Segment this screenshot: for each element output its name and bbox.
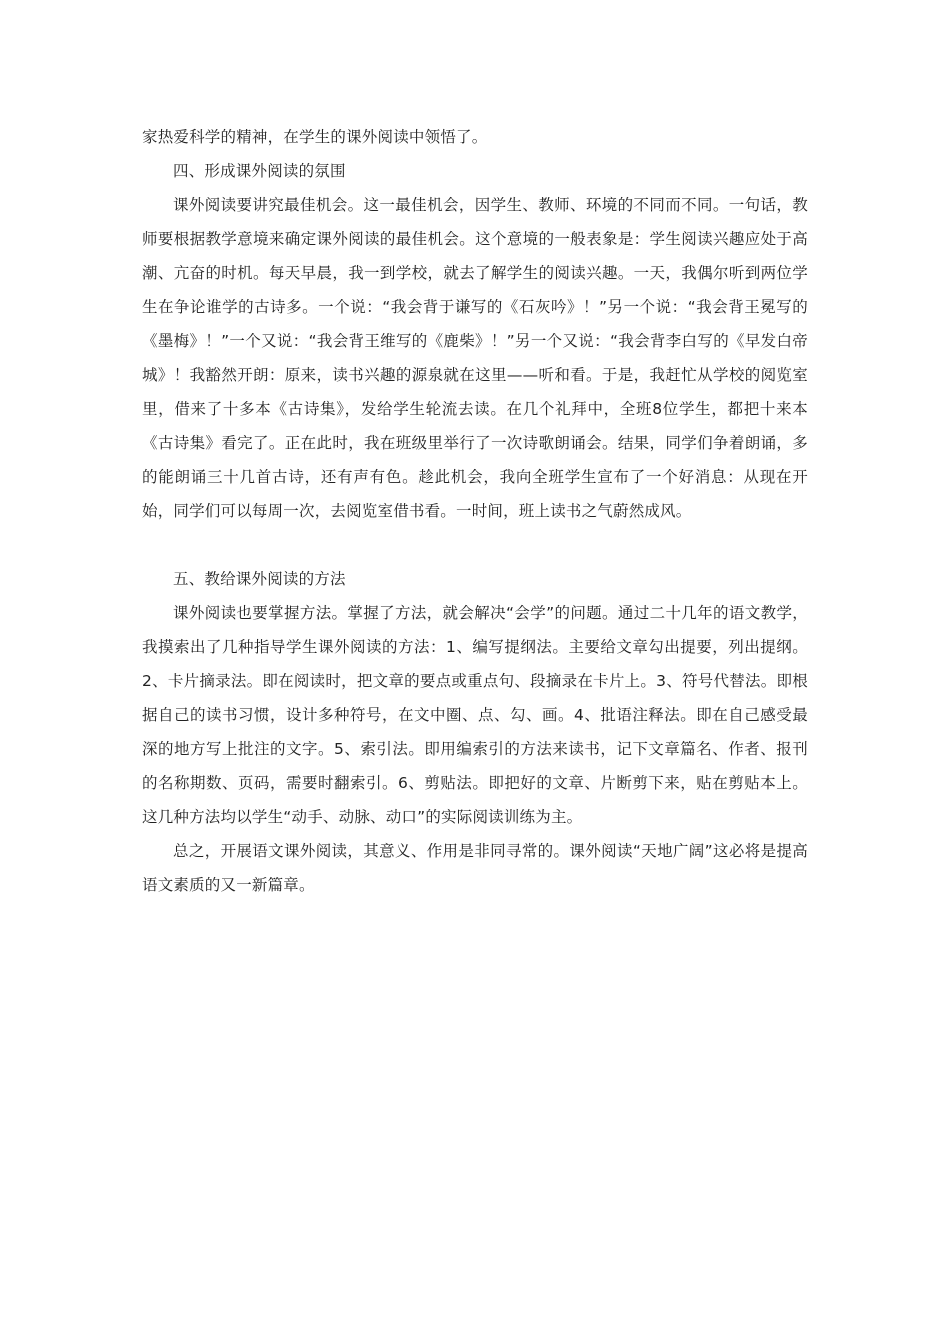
paragraph-reading-atmosphere: 课外阅读要讲究最佳机会。这一最佳机会，因学生、教师、环境的不同而不同。一句话，教师要根据教学意境来确定课外阅读的最佳机会。这个意境的一般表象是：学生阅读兴趣应处于高潮、亢奋的时机。每天早晨，我一到学校，就去了解学生的阅读兴趣。一天，我偶尔听到两位学生在争论谁学的古诗多。一个说：“我会背于谦写的《石灰吟》！”另一个说：“我会背王冕写的《墨梅》！”一个又说：“我会背王维写的《鹿柴》！”另一个又说：“我会背李白写的《早发白帝城》！我豁然开朗：原来，读书兴趣的源泉就在这里——听和看。于是，我赶忙从学校的阅览室里，借来了十多本《古诗集》，发给学生轮流去读。在几个礼拜中，全班8位学生，都把十来本《古诗集》看完了。正在此时，我在班级里举行了一次诗歌朗诵会。结果，同学们争着朗诵，多的能朗诵三十几首古诗，还有声有色。趁此机会，我向全班学生宣布了一个好消息：从现在开始，同学们可以每周一次，去阅览室借书看。一时间，班上读书之气蔚然成风。 — [142, 196, 808, 520]
paragraph-continuation: 家热爱科学的精神，在学生的课外阅读中领悟了。 — [142, 128, 488, 146]
section-heading-4: 四、形成课外阅读的氛围 — [173, 162, 346, 180]
paragraph-reading-methods: 课外阅读也要掌握方法。掌握了方法，就会解决“会学”的问题。通过二十几年的语文教学，我摸索出了几种指导学生课外阅读的方法：1、编写提纲法。主要给文章勾出提要，列出提纲。2、卡片摘录法。即在阅读时，把文章的要点或重点句、段摘录在卡片上。3、符号代替法。即根据自己的读书习惯，设计多种符号，在文中圈、点、勾、画。4、批语注释法。即在自己感受最深的地方写上批注的文字。5、索引法。即用编索引的方法来读书，记下文章篇名、作者、报刊的名称期数、页码，需要时翻索引。6、剪贴法。即把好的文章、片断剪下来，贴在剪贴本上。这几种方法均以学生“动手、动脉、动口”的实际阅读训练为主。 — [142, 604, 808, 826]
document-body — [142, 120, 808, 902]
paragraph-conclusion: 总之，开展语文课外阅读，其意义、作用是非同寻常的。课外阅读“天地广阔”这必将是提高语文素质的又一新篇章。 — [142, 842, 808, 894]
section-heading-5: 五、教给课外阅读的方法 — [173, 570, 346, 588]
paragraph-spacer — [142, 528, 808, 562]
